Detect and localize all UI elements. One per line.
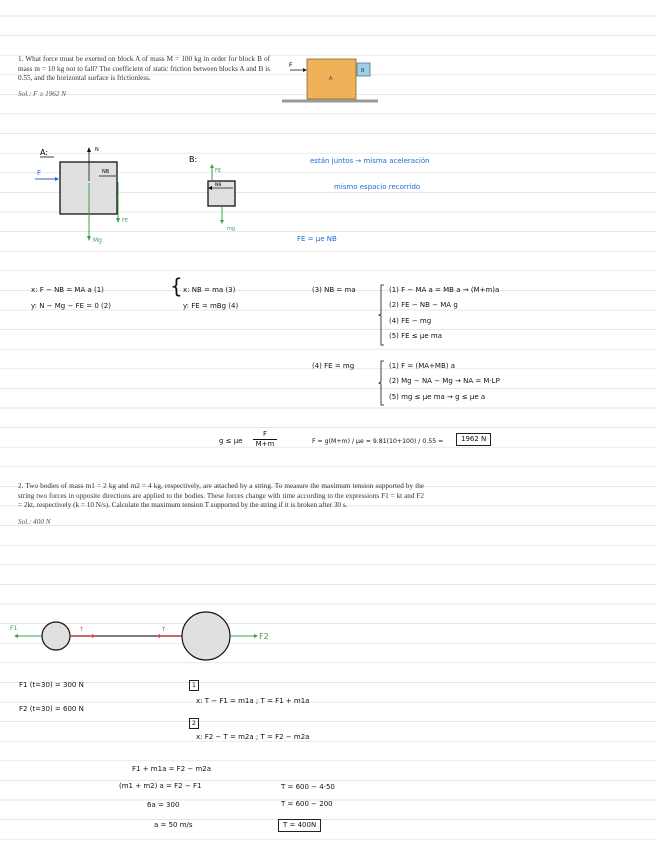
tension-1-label: T xyxy=(80,627,84,633)
body-1 xyxy=(42,622,70,650)
body-2 xyxy=(182,612,230,660)
problem-1-solution: Sol.: F ≥ 1962 N xyxy=(18,89,67,98)
figure-force-label: F xyxy=(289,62,293,69)
box-2-equation: x: F2 − T = m2a ; T = F2 − m2a xyxy=(196,733,310,741)
tension-2-label: T xyxy=(162,627,166,633)
remark-2: mismo espacio recorrido xyxy=(334,183,421,191)
final-lhs: g ≤ μe xyxy=(219,437,243,445)
solve-step-3: 6a = 300 xyxy=(147,801,180,809)
tension-step-2: T = 600 − 200 xyxy=(281,800,333,808)
solve-step-4: a = 50 m/s xyxy=(154,821,193,829)
eq-b-x: x: NB = ma (3) xyxy=(183,286,236,294)
solve-step-2: (m1 + m2) a = F2 − F1 xyxy=(119,782,202,790)
fbd-b-weight: mg xyxy=(227,226,236,232)
f1-label: F1 xyxy=(10,625,18,632)
sub4-line-1: (1) F = (MA+MB) a xyxy=(389,362,455,370)
eq-b-y: y: FE = mBg (4) xyxy=(183,302,239,310)
sub4-head: (4) FE = mg xyxy=(312,362,355,370)
box-1-equation: x: T − F1 = m1a ; T = F1 + m1a xyxy=(196,697,310,705)
fbd-a-friction: FE xyxy=(122,218,129,224)
brace-4 xyxy=(378,360,386,406)
fbd-a-weight: Mg xyxy=(93,237,102,244)
force-arrow-head xyxy=(303,68,307,72)
final-answer-1: 1962 N xyxy=(456,433,491,446)
box-1-marker: 1 xyxy=(189,680,199,691)
final-expression: F = g(M+m) / μe = 9.81(10+100) / 0.55 = xyxy=(312,438,444,445)
fbd-b-fe: FE xyxy=(215,168,222,174)
f2-value: F2 (t=30) = 600 N xyxy=(19,705,84,713)
final-fraction xyxy=(253,430,277,449)
eq-a-y: y: N − Mg − FE = 0 (2) xyxy=(31,302,111,310)
eq-a-x: x: F − NB = MA a (1) xyxy=(31,286,104,294)
remark-1: están juntos → misma aceleración xyxy=(310,157,430,165)
sub3-line-4: (5) FE ≤ μe ma xyxy=(389,332,442,340)
fbd-block-b xyxy=(208,181,235,206)
two-body-diagram xyxy=(0,605,300,665)
remark-3: FE = μe NB xyxy=(297,235,337,243)
fbd-a-normal: N xyxy=(95,147,99,153)
problem-2-text: 2. Two bodies of mass m1 = 2 kg and m2 = 4 kg, respectively, are attached by a string. To measure the maximum tension supported by the string two forces in opposite directions are applied to the bodies. These forces change with time according to the expressions F1 = kt and F2 = 2kt, respectively (k = 10 N/s). Calculate the maximum tension T supported by the string if it is broken after 30 s. xyxy=(18,482,424,510)
problem-2-solution: Sol.: 400 N xyxy=(18,517,51,526)
label-b: B: xyxy=(189,155,198,164)
block-b-label: B xyxy=(361,68,365,74)
problem-1 xyxy=(18,55,270,99)
fbd-a-force: F xyxy=(37,169,42,177)
problem-1-figure xyxy=(276,52,384,108)
box-2-marker: 2 xyxy=(189,718,199,729)
brace-b: { xyxy=(170,274,183,298)
sub4-line-3: (5) mg ≤ μe ma → g ≤ μe a xyxy=(389,393,486,401)
final-fraction-den: M+m xyxy=(255,440,275,448)
sub3-line-3: (4) FE − mg xyxy=(389,317,432,325)
f1-value: F1 (t=30) = 300 N xyxy=(19,681,84,689)
final-fraction-num: F xyxy=(253,430,277,440)
tension-answer: T = 400N xyxy=(278,819,321,832)
sub3-line-2: (2) FE − NB − MA g xyxy=(389,301,458,309)
sub3-line-1: (1) F − MA a = MB a → (M+m)a xyxy=(389,286,500,294)
block-a-label: A xyxy=(329,76,333,82)
fbd-b-nb: NB xyxy=(215,183,222,188)
problem-2 xyxy=(18,482,424,527)
solve-step-1: F1 + m1a = F2 − m2a xyxy=(132,765,212,773)
label-a: A: xyxy=(40,148,49,157)
brace-3 xyxy=(378,284,386,346)
sub3-head: (3) NB = ma xyxy=(312,286,356,294)
tension-step-1: T = 600 − 4·50 xyxy=(281,783,335,791)
f2-label: F2 xyxy=(259,632,269,641)
fbd-a-nb: NB xyxy=(102,169,110,175)
sub4-line-2: (2) Mg − NA − Mg → NA = M·LP xyxy=(389,377,500,385)
problem-1-text: 1. What force must be exerted on block A of mass M = 100 kg in order for block B of mass m = 10 kg not to fall? The coefficient of static friction between blocks A and B is 0.55, and the horizontal surface is frictionless. xyxy=(18,55,270,83)
